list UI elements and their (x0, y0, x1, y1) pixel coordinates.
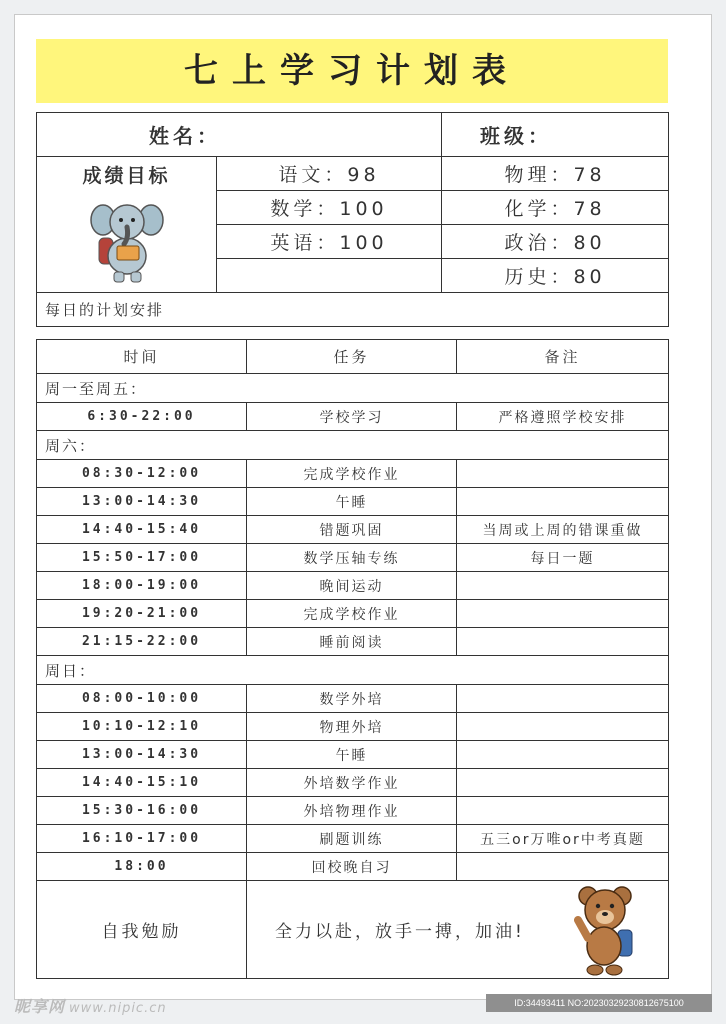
goal-score: 物理：78 (442, 157, 669, 191)
section-row (37, 431, 669, 460)
column-header: 备注 (457, 340, 669, 374)
note-cell (457, 685, 669, 713)
goal-label: 成绩目标 (82, 165, 171, 187)
time-cell: 15:30-16:00 (37, 797, 247, 825)
goal-score: 英语：100 (217, 225, 442, 259)
time-cell: 14:40-15:40 (37, 516, 247, 544)
note-cell (457, 769, 669, 797)
section-label: 周一至周五： (37, 374, 669, 403)
time-cell: 21:15-22:00 (37, 628, 247, 656)
section-label: 周日： (37, 656, 669, 685)
task-cell: 睡前阅读 (247, 628, 457, 656)
table-row (37, 797, 669, 825)
schedule-table (36, 339, 669, 979)
name-label: 姓名： (37, 113, 442, 157)
section-row (37, 656, 669, 685)
note-cell (457, 460, 669, 488)
time-cell: 13:00-14:30 (37, 488, 247, 516)
time-cell: 10:10-12:10 (37, 713, 247, 741)
note-cell (457, 797, 669, 825)
table-row (37, 825, 669, 853)
time-cell: 08:00-10:00 (37, 685, 247, 713)
table-row (37, 628, 669, 656)
task-cell: 回校晚自习 (247, 853, 457, 881)
plan-heading: 每日的计划安排 (37, 293, 669, 327)
time-cell: 15:50-17:00 (37, 544, 247, 572)
note-cell: 严格遵照学校安排 (457, 403, 669, 431)
motivation-text: 全力以赴，放手一搏，加油! (275, 922, 525, 942)
table-row (37, 600, 669, 628)
table-row (37, 685, 669, 713)
note-cell (457, 572, 669, 600)
section-label: 周六： (37, 431, 669, 460)
table-row (37, 488, 669, 516)
watermark-id: ID:34493411 NO:20230329230812675100 (486, 994, 712, 1012)
time-cell: 18:00 (37, 853, 247, 881)
page-title: 七上学习计划表 (184, 51, 520, 91)
note-cell (457, 488, 669, 516)
task-cell: 晚间运动 (247, 572, 457, 600)
table-row (37, 853, 669, 881)
note-cell (457, 600, 669, 628)
time-cell: 08:30-12:00 (37, 460, 247, 488)
task-cell: 数学压轴专练 (247, 544, 457, 572)
time-cell: 13:00-14:30 (37, 741, 247, 769)
note-cell: 五三or万唯or中考真题 (457, 825, 669, 853)
task-cell: 错题巩固 (247, 516, 457, 544)
goal-score: 政治：80 (442, 225, 669, 259)
bear-illustration (574, 884, 638, 976)
watermark-logo: 昵享网 www.nipic.cn (14, 997, 167, 1016)
note-cell (457, 741, 669, 769)
task-cell: 物理外培 (247, 713, 457, 741)
goal-score: 数学：100 (217, 191, 442, 225)
task-cell: 外培数学作业 (247, 769, 457, 797)
motivation-cell (247, 881, 669, 979)
note-cell (457, 628, 669, 656)
task-cell: 完成学校作业 (247, 600, 457, 628)
task-cell: 午睡 (247, 488, 457, 516)
note-cell (457, 713, 669, 741)
table-row (37, 741, 669, 769)
note-cell: 当周或上周的错课重做 (457, 516, 669, 544)
section-row (37, 374, 669, 403)
name-class-row (37, 113, 669, 157)
plan-heading-row (37, 293, 669, 327)
task-cell: 数学外培 (247, 685, 457, 713)
time-cell: 14:40-15:10 (37, 769, 247, 797)
column-header: 时间 (37, 340, 247, 374)
column-header-row (37, 340, 669, 374)
table-row (37, 403, 669, 431)
table-row (37, 544, 669, 572)
time-cell: 19:20-21:00 (37, 600, 247, 628)
goal-score: 化学：78 (442, 191, 669, 225)
elephant-illustration (89, 194, 165, 286)
table-row (37, 460, 669, 488)
table-row (37, 516, 669, 544)
plan-table (36, 112, 669, 327)
time-cell: 6:30-22:00 (37, 403, 247, 431)
goal-score: 语文：98 (217, 157, 442, 191)
motivation-row (37, 881, 669, 979)
goal-row (37, 157, 669, 191)
goal-score-empty (217, 259, 442, 293)
table-row (37, 769, 669, 797)
task-cell: 完成学校作业 (247, 460, 457, 488)
table-row (37, 572, 669, 600)
task-cell: 学校学习 (247, 403, 457, 431)
note-cell (457, 853, 669, 881)
column-header: 任务 (247, 340, 457, 374)
task-cell: 刷题训练 (247, 825, 457, 853)
class-label: 班级： (442, 113, 669, 157)
time-cell: 16:10-17:00 (37, 825, 247, 853)
task-cell: 午睡 (247, 741, 457, 769)
task-cell: 外培物理作业 (247, 797, 457, 825)
goal-score: 历史：80 (442, 259, 669, 293)
time-cell: 18:00-19:00 (37, 572, 247, 600)
motivation-label: 自我勉励 (37, 881, 247, 979)
table-row (37, 713, 669, 741)
goal-cell (37, 157, 217, 293)
note-cell: 每日一题 (457, 544, 669, 572)
